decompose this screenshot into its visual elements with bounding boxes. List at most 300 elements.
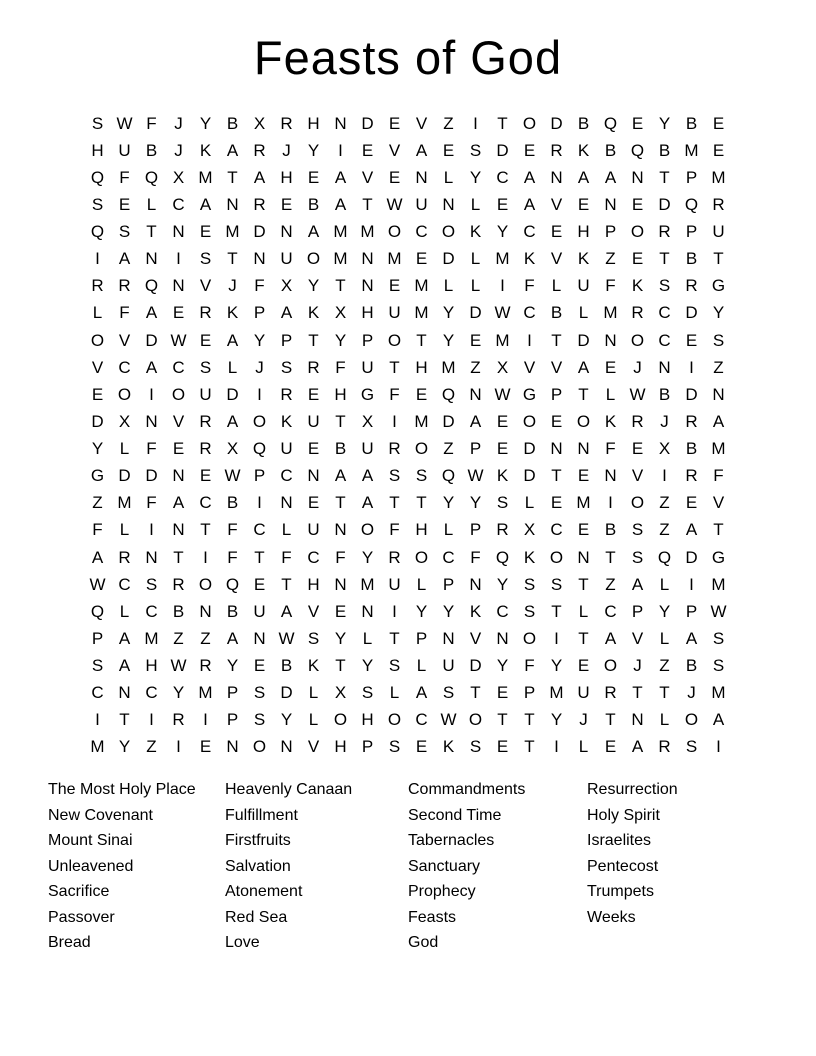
grid-cell: L — [470, 249, 481, 269]
grid-cell: B — [685, 249, 698, 269]
grid-cell: E — [415, 737, 428, 757]
grid-cell: N — [280, 737, 293, 757]
grid-cell: P — [253, 466, 266, 486]
grid-cell: A — [91, 547, 104, 567]
grid-cell: C — [172, 357, 185, 377]
grid-cell: K — [442, 737, 455, 757]
grid-cell: O — [468, 710, 483, 730]
grid-cell: V — [307, 737, 320, 757]
grid-cell: L — [146, 194, 157, 214]
grid-cell: E — [118, 194, 131, 214]
grid-cell: T — [497, 113, 508, 133]
grid-cell: E — [307, 439, 320, 459]
grid-cell: E — [199, 466, 212, 486]
grid-cell: Q — [90, 601, 105, 621]
grid-cell: L — [227, 357, 238, 377]
grid-cell: R — [685, 411, 698, 431]
grid-cell: R — [388, 439, 401, 459]
word-list-item: Red Sea — [225, 908, 288, 926]
grid-cell: J — [255, 357, 264, 377]
grid-cell: N — [145, 547, 158, 567]
grid-cell: E — [577, 194, 590, 214]
grid-cell: N — [253, 628, 266, 648]
grid-cell: R — [118, 547, 131, 567]
grid-cell: T — [497, 710, 508, 730]
grid-cell: K — [523, 547, 536, 567]
grid-cell: N — [631, 710, 644, 730]
grid-cell: I — [149, 384, 154, 404]
grid-cell: M — [360, 222, 375, 242]
grid-cell: Y — [415, 601, 428, 621]
grid-cell: D — [253, 222, 266, 242]
grid-cell: G — [711, 547, 726, 567]
grid-cell: K — [226, 303, 239, 323]
grid-cell: T — [605, 710, 616, 730]
grid-cell: E — [280, 194, 293, 214]
grid-cell: Z — [443, 113, 454, 133]
grid-cell: J — [660, 411, 669, 431]
grid-cell: H — [361, 303, 374, 323]
grid-cell: V — [307, 601, 320, 621]
word-list-item: Firstfruits — [225, 832, 291, 849]
grid-cell: A — [361, 466, 374, 486]
grid-cell: N — [631, 167, 644, 187]
grid-cell: I — [176, 249, 181, 269]
grid-cell: R — [685, 276, 698, 296]
word-list-item: Passover — [48, 908, 115, 926]
grid-cell: C — [172, 194, 185, 214]
grid-cell: B — [685, 656, 698, 676]
grid-cell: P — [361, 737, 374, 757]
grid-cell: O — [252, 737, 267, 757]
grid-cell: B — [685, 439, 698, 459]
grid-cell: U — [253, 601, 266, 621]
grid-cell: E — [496, 439, 509, 459]
grid-cell: M — [684, 140, 699, 160]
grid-cell: J — [282, 140, 291, 160]
grid-cell: A — [631, 737, 644, 757]
grid-cell: A — [199, 194, 212, 214]
grid-cell: T — [524, 737, 535, 757]
grid-cell: O — [171, 384, 186, 404]
grid-cell: F — [605, 439, 616, 459]
grid-cell: R — [307, 357, 320, 377]
grid-cell: N — [280, 222, 293, 242]
grid-cell: A — [523, 194, 536, 214]
grid-cell: D — [442, 249, 455, 269]
grid-cell: B — [604, 140, 617, 160]
grid-cell: A — [604, 167, 617, 187]
grid-cell: W — [494, 303, 511, 323]
grid-cell: E — [631, 194, 644, 214]
grid-cell: L — [443, 276, 454, 296]
grid-cell: Q — [630, 140, 645, 160]
grid-cell: O — [387, 710, 402, 730]
grid-cell: M — [441, 357, 456, 377]
grid-cell: L — [281, 520, 292, 540]
word-list-item: Resurrection — [587, 781, 678, 798]
grid-cell: T — [551, 330, 562, 350]
grid-cell: T — [524, 710, 535, 730]
grid-cell: Y — [496, 222, 509, 242]
grid-cell: H — [415, 357, 428, 377]
grid-cell: A — [118, 628, 131, 648]
grid-cell: P — [442, 574, 455, 594]
word-list-column-2 — [225, 777, 352, 956]
grid-cell: S — [388, 737, 401, 757]
grid-cell: S — [118, 222, 131, 242]
grid-cell: Y — [550, 710, 563, 730]
grid-cell: F — [254, 276, 265, 296]
grid-cell: E — [172, 439, 185, 459]
grid-cell: E — [307, 384, 320, 404]
grid-cell: N — [469, 574, 482, 594]
grid-cell: N — [577, 547, 590, 567]
grid-cell: A — [226, 140, 239, 160]
grid-cell: Y — [442, 303, 455, 323]
grid-cell: D — [91, 411, 104, 431]
word-list-item: Pentecost — [587, 857, 659, 875]
grid-cell: T — [254, 547, 265, 567]
word-list-item: Sacrifice — [48, 883, 110, 900]
grid-cell: I — [500, 276, 505, 296]
grid-cell: S — [712, 330, 725, 350]
grid-cell: L — [362, 628, 373, 648]
grid-cell: U — [199, 384, 212, 404]
grid-cell: S — [415, 466, 428, 486]
grid-cell: N — [658, 357, 671, 377]
grid-cell: R — [91, 276, 104, 296]
grid-cell: V — [523, 357, 536, 377]
grid-cell: P — [685, 167, 698, 187]
grid-cell: D — [469, 656, 482, 676]
grid-cell: Q — [657, 547, 672, 567]
grid-cell: K — [631, 276, 644, 296]
grid-cell: R — [199, 656, 212, 676]
grid-cell: R — [280, 113, 293, 133]
grid-cell: B — [658, 140, 671, 160]
grid-cell: I — [662, 466, 667, 486]
grid-cell: A — [145, 303, 158, 323]
grid-cell: E — [631, 439, 644, 459]
grid-cell: T — [632, 683, 643, 703]
grid-cell: N — [226, 194, 239, 214]
grid-cell: O — [387, 330, 402, 350]
grid-cell: L — [659, 710, 670, 730]
grid-cell: M — [225, 222, 240, 242]
grid-cell: L — [578, 303, 589, 323]
grid-cell: T — [659, 249, 670, 269]
word-list-item: God — [408, 934, 439, 951]
grid-cell: M — [90, 737, 105, 757]
grid-cell: E — [550, 222, 563, 242]
grid-cell: T — [281, 574, 292, 594]
grid-cell: F — [281, 547, 292, 567]
grid-cell: H — [577, 222, 590, 242]
word-list-item: Prophecy — [408, 883, 476, 900]
grid-cell: I — [95, 710, 100, 730]
grid-cell: A — [118, 249, 131, 269]
grid-cell: A — [145, 357, 158, 377]
grid-cell: A — [253, 167, 266, 187]
grid-cell: I — [176, 737, 181, 757]
grid-cell: O — [522, 411, 537, 431]
grid-cell: X — [523, 520, 536, 540]
grid-cell: E — [496, 194, 509, 214]
grid-cell: R — [199, 411, 212, 431]
grid-cell: C — [145, 601, 158, 621]
grid-cell: L — [578, 737, 589, 757]
grid-cell: O — [198, 574, 213, 594]
grid-cell: T — [389, 493, 400, 513]
grid-cell: E — [307, 167, 320, 187]
grid-cell: S — [280, 357, 293, 377]
word-list-column-1 — [48, 777, 196, 956]
grid-cell: M — [576, 493, 591, 513]
grid-cell: E — [496, 683, 509, 703]
grid-cell: S — [199, 357, 212, 377]
grid-cell: N — [280, 493, 293, 513]
grid-cell: T — [551, 466, 562, 486]
grid-cell: A — [577, 167, 590, 187]
grid-cell: P — [631, 601, 644, 621]
grid-cell: E — [253, 574, 266, 594]
grid-cell: S — [712, 628, 725, 648]
grid-cell: S — [91, 194, 104, 214]
grid-cell: Y — [280, 710, 293, 730]
grid-cell: M — [495, 330, 510, 350]
grid-cell: C — [496, 601, 509, 621]
grid-cell: D — [145, 466, 158, 486]
grid-cell: U — [280, 439, 293, 459]
grid-cell: Y — [442, 493, 455, 513]
grid-cell: R — [388, 547, 401, 567]
grid-cell: N — [172, 520, 185, 540]
grid-cell: Y — [496, 656, 509, 676]
grid-cell: D — [523, 439, 536, 459]
grid-cell: D — [685, 547, 698, 567]
grid-cell: Q — [144, 276, 159, 296]
grid-cell: V — [118, 330, 131, 350]
grid-cell: Y — [469, 493, 482, 513]
grid-cell: K — [523, 249, 536, 269]
word-list-item: Atonement — [225, 883, 303, 900]
grid-cell: I — [527, 330, 532, 350]
grid-cell: E — [604, 737, 617, 757]
grid-cell: A — [685, 520, 698, 540]
grid-cell: P — [226, 710, 239, 730]
grid-cell: B — [280, 656, 293, 676]
grid-cell: H — [415, 520, 428, 540]
grid-cell: H — [361, 710, 374, 730]
grid-cell: C — [523, 222, 536, 242]
grid-cell: M — [711, 167, 726, 187]
grid-cell: O — [603, 656, 618, 676]
grid-cell: K — [577, 140, 590, 160]
word-list-column-3 — [408, 777, 525, 956]
grid-cell: S — [550, 574, 563, 594]
grid-cell: W — [386, 194, 403, 214]
grid-cell: S — [631, 520, 644, 540]
grid-cell: U — [361, 357, 374, 377]
grid-cell: C — [118, 574, 131, 594]
grid-cell: A — [361, 493, 374, 513]
grid-cell: S — [307, 628, 320, 648]
grid-cell: T — [659, 167, 670, 187]
grid-cell: O — [522, 628, 537, 648]
grid-cell: X — [280, 276, 293, 296]
grid-cell: N — [334, 520, 347, 540]
grid-cell: S — [199, 249, 212, 269]
grid-cell: A — [523, 167, 536, 187]
grid-cell: A — [172, 493, 185, 513]
grid-cell: B — [550, 303, 563, 323]
grid-cell: Y — [307, 140, 320, 160]
grid-cell: A — [685, 628, 698, 648]
grid-cell: V — [91, 357, 104, 377]
word-list-item: Heavenly Canaan — [225, 781, 353, 798]
grid-cell: E — [577, 520, 590, 540]
grid-cell: A — [604, 628, 617, 648]
grid-cell: N — [253, 249, 266, 269]
grid-cell: W — [170, 330, 187, 350]
grid-cell: Q — [684, 194, 699, 214]
grid-cell: D — [550, 113, 563, 133]
grid-cell: O — [549, 547, 564, 567]
grid-cell: O — [117, 384, 132, 404]
grid-cell: N — [145, 411, 158, 431]
grid-cell: T — [713, 249, 724, 269]
grid-cell: D — [685, 303, 698, 323]
grid-cell: P — [523, 683, 536, 703]
grid-cell: F — [146, 493, 157, 513]
grid-cell: T — [578, 628, 589, 648]
grid-cell: I — [149, 520, 154, 540]
grid-cell: M — [414, 411, 429, 431]
grid-cell: F — [605, 276, 616, 296]
grid-cell: A — [118, 656, 131, 676]
grid-cell: Y — [199, 113, 212, 133]
grid-cell: B — [226, 113, 239, 133]
grid-cell: C — [658, 330, 671, 350]
grid-cell: D — [442, 411, 455, 431]
grid-cell: P — [253, 303, 266, 323]
grid-cell: P — [91, 628, 104, 648]
grid-cell: V — [550, 249, 563, 269]
grid-cell: R — [631, 411, 644, 431]
grid-cell: Y — [253, 330, 266, 350]
grid-cell: O — [630, 222, 645, 242]
grid-cell: M — [144, 628, 159, 648]
grid-cell: T — [146, 222, 157, 242]
grid-cell: C — [523, 303, 536, 323]
grid-cell: H — [91, 140, 104, 160]
grid-cell: E — [577, 466, 590, 486]
grid-cell: L — [551, 276, 562, 296]
grid-cell: A — [334, 466, 347, 486]
word-list — [0, 777, 816, 977]
grid-cell: E — [712, 113, 725, 133]
grid-cell: R — [604, 683, 617, 703]
word-list-item: Salvation — [225, 857, 291, 875]
grid-cell: E — [361, 140, 374, 160]
grid-cell: V — [550, 357, 563, 377]
grid-cell: D — [469, 303, 482, 323]
grid-cell: B — [685, 113, 698, 133]
grid-cell: R — [550, 140, 563, 160]
grid-cell: M — [711, 439, 726, 459]
grid-cell: L — [659, 628, 670, 648]
grid-cell: E — [91, 384, 104, 404]
grid-cell: U — [577, 683, 590, 703]
grid-cell: S — [91, 656, 104, 676]
grid-cell: F — [335, 357, 346, 377]
grid-cell: Z — [713, 357, 724, 377]
grid-cell: J — [228, 276, 237, 296]
grid-cell: R — [712, 194, 725, 214]
grid-cell: M — [198, 167, 213, 187]
grid-cell: U — [118, 140, 131, 160]
grid-cell: R — [496, 520, 509, 540]
grid-cell: T — [389, 628, 400, 648]
grid-cell: M — [495, 249, 510, 269]
grid-cell: J — [174, 140, 183, 160]
word-list-item: Weeks — [587, 908, 636, 926]
grid-cell: R — [631, 303, 644, 323]
grid-cell: N — [496, 628, 509, 648]
word-list-item: Feasts — [408, 908, 457, 926]
grid-cell: F — [389, 384, 400, 404]
grid-cell: N — [361, 276, 374, 296]
grid-cell: T — [389, 357, 400, 377]
grid-cell: T — [470, 683, 481, 703]
grid-cell: E — [496, 411, 509, 431]
grid-cell: B — [604, 520, 617, 540]
grid-cell: U — [388, 574, 401, 594]
grid-cell: R — [253, 140, 266, 160]
grid-cell: Z — [443, 439, 454, 459]
grid-cell: W — [710, 601, 727, 621]
grid-cell: I — [257, 384, 262, 404]
grid-cell: B — [226, 493, 239, 513]
grid-cell: I — [716, 737, 721, 757]
grid-cell: X — [226, 439, 239, 459]
grid-cell: N — [118, 683, 131, 703]
grid-cell: J — [174, 113, 183, 133]
grid-cell: K — [469, 222, 482, 242]
grid-cell: U — [415, 194, 428, 214]
grid-cell: D — [685, 384, 698, 404]
word-list-item: Love — [225, 934, 260, 951]
grid-cell: I — [203, 547, 208, 567]
grid-cell: F — [119, 167, 130, 187]
grid-cell: W — [467, 466, 484, 486]
grid-cell: S — [361, 683, 374, 703]
grid-cell: I — [689, 357, 694, 377]
grid-cell: P — [415, 628, 428, 648]
grid-cell: N — [577, 439, 590, 459]
grid-cell: I — [392, 411, 397, 431]
grid-cell: U — [388, 303, 401, 323]
grid-cell: V — [712, 493, 725, 513]
grid-cell: Z — [146, 737, 157, 757]
grid-cell: A — [712, 411, 725, 431]
grid-cell: E — [550, 493, 563, 513]
grid-cell: C — [496, 167, 509, 187]
grid-cell: E — [334, 601, 347, 621]
grid-cell: M — [549, 683, 564, 703]
word-list-item: Second Time — [408, 806, 502, 824]
